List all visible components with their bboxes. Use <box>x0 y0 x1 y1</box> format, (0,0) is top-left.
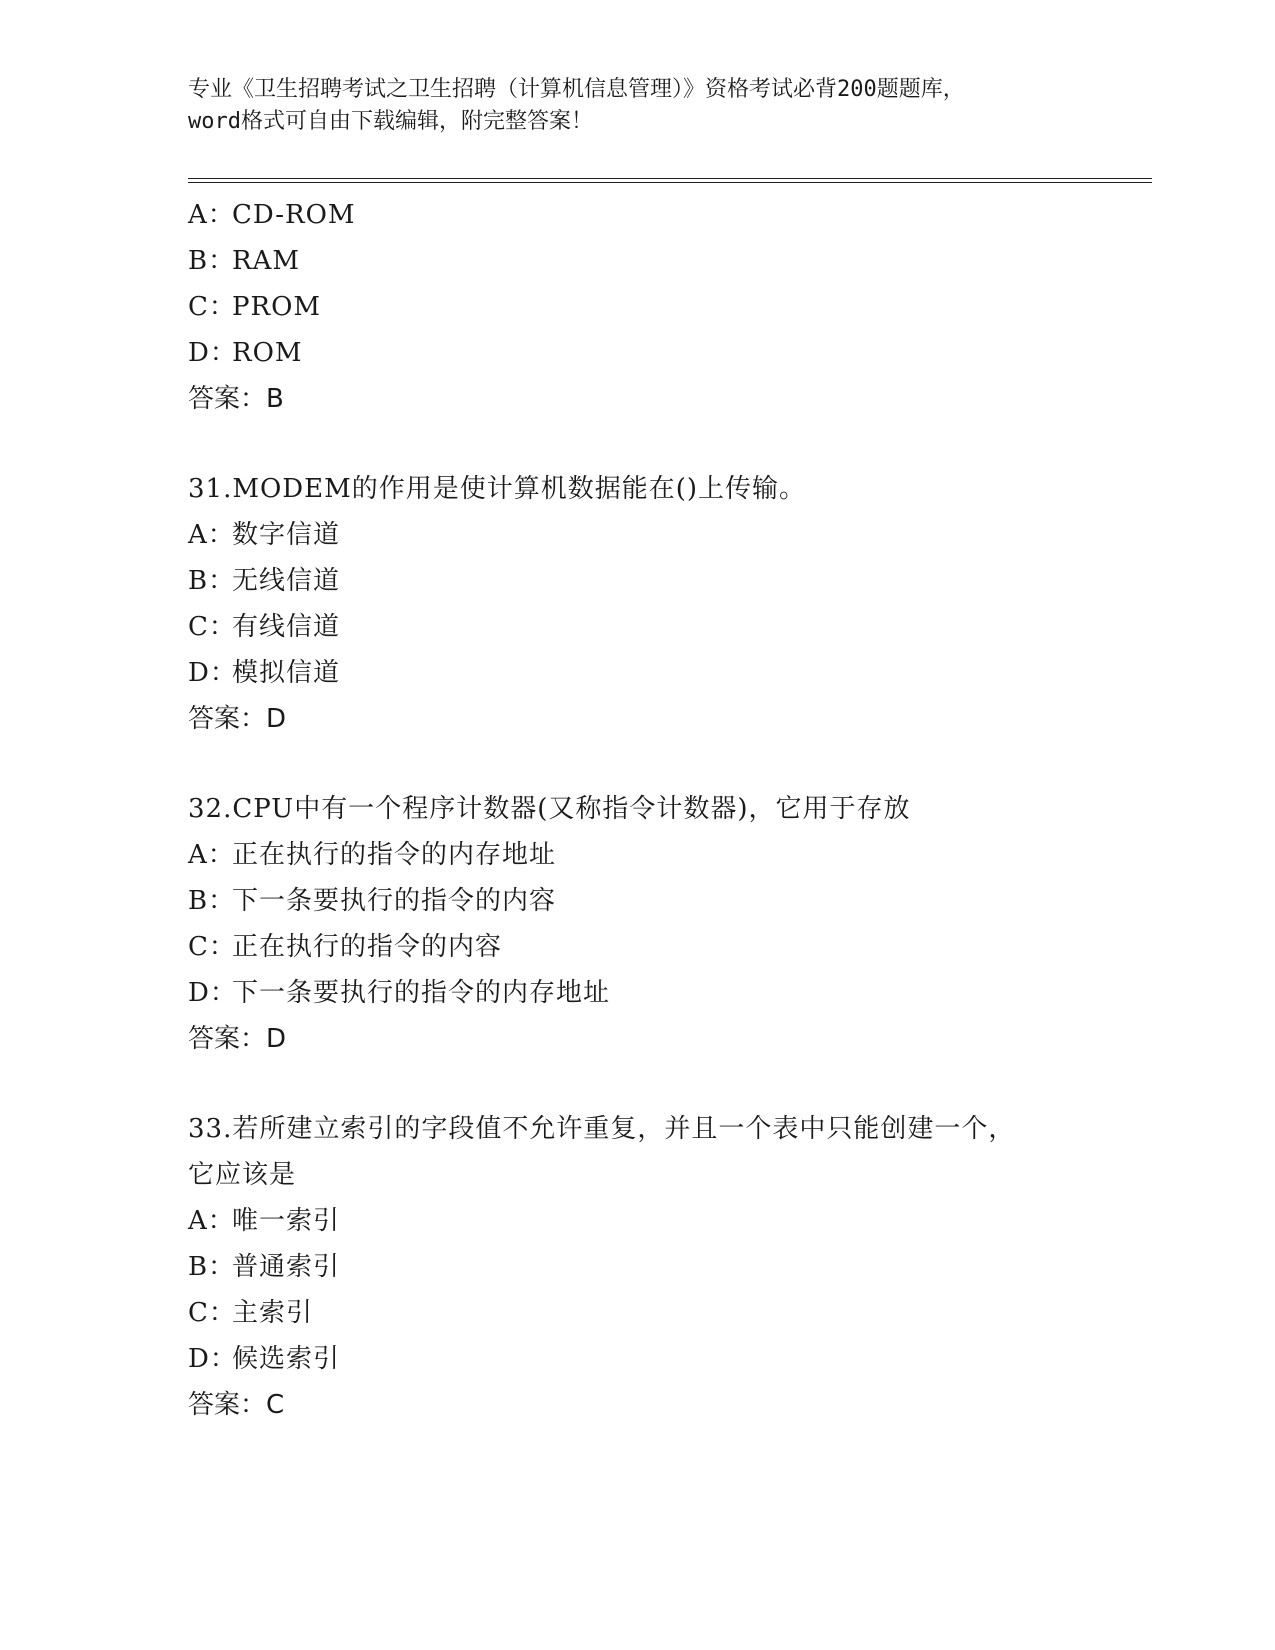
option-a: A：唯一索引 <box>188 1206 341 1236</box>
option-d: D：ROM <box>188 338 303 368</box>
answer-line: 答案：B <box>188 384 284 414</box>
option-c: C：PROM <box>188 292 322 322</box>
option-d: D：模拟信道 <box>188 658 341 688</box>
option-a: A：正在执行的指令的内存地址 <box>188 840 557 870</box>
question-block-33 <box>188 1106 1148 1428</box>
question-stem: 32.CPU中有一个程序计数器(又称指令计数器)，它用于存放 <box>188 794 911 824</box>
document-header <box>188 74 1088 138</box>
option-d: D：下一条要执行的指令的内存地址 <box>188 978 611 1008</box>
answer-line: 答案：D <box>188 1024 287 1054</box>
answer-line: 答案：C <box>188 1390 285 1420</box>
question-block-31 <box>188 466 1148 742</box>
option-d: D：候选索引 <box>188 1344 341 1374</box>
question-block-prev <box>188 192 1148 422</box>
spacer <box>188 1062 1148 1106</box>
option-b: B：无线信道 <box>188 566 341 596</box>
question-block-32 <box>188 786 1148 1062</box>
option-c: C：主索引 <box>188 1298 314 1328</box>
option-b: B：RAM <box>188 246 300 276</box>
option-c: C：正在执行的指令的内容 <box>188 932 503 962</box>
question-stem-continued: 它应该是 <box>188 1160 297 1190</box>
spacer <box>188 742 1148 786</box>
option-b: B：下一条要执行的指令的内容 <box>188 886 557 916</box>
header-line-2: word格式可自由下载编辑，附完整答案！ <box>188 109 593 134</box>
header-line-1: 专业《卫生招聘考试之卫生招聘（计算机信息管理）》资格考试必背200题题库， <box>188 77 965 102</box>
option-a: A：CD-ROM <box>188 200 356 230</box>
option-b: B：普通索引 <box>188 1252 341 1282</box>
answer-line: 答案：D <box>188 704 287 734</box>
question-stem: 31.MODEM的作用是使计算机数据能在()上传输。 <box>188 474 807 504</box>
option-c: C：有线信道 <box>188 612 341 642</box>
spacer <box>188 422 1148 466</box>
option-a: A：数字信道 <box>188 520 341 550</box>
header-divider <box>188 178 1152 183</box>
question-list <box>188 192 1148 1428</box>
question-stem: 33.若所建立索引的字段值不允许重复，并且一个表中只能创建一个， <box>188 1114 1016 1144</box>
